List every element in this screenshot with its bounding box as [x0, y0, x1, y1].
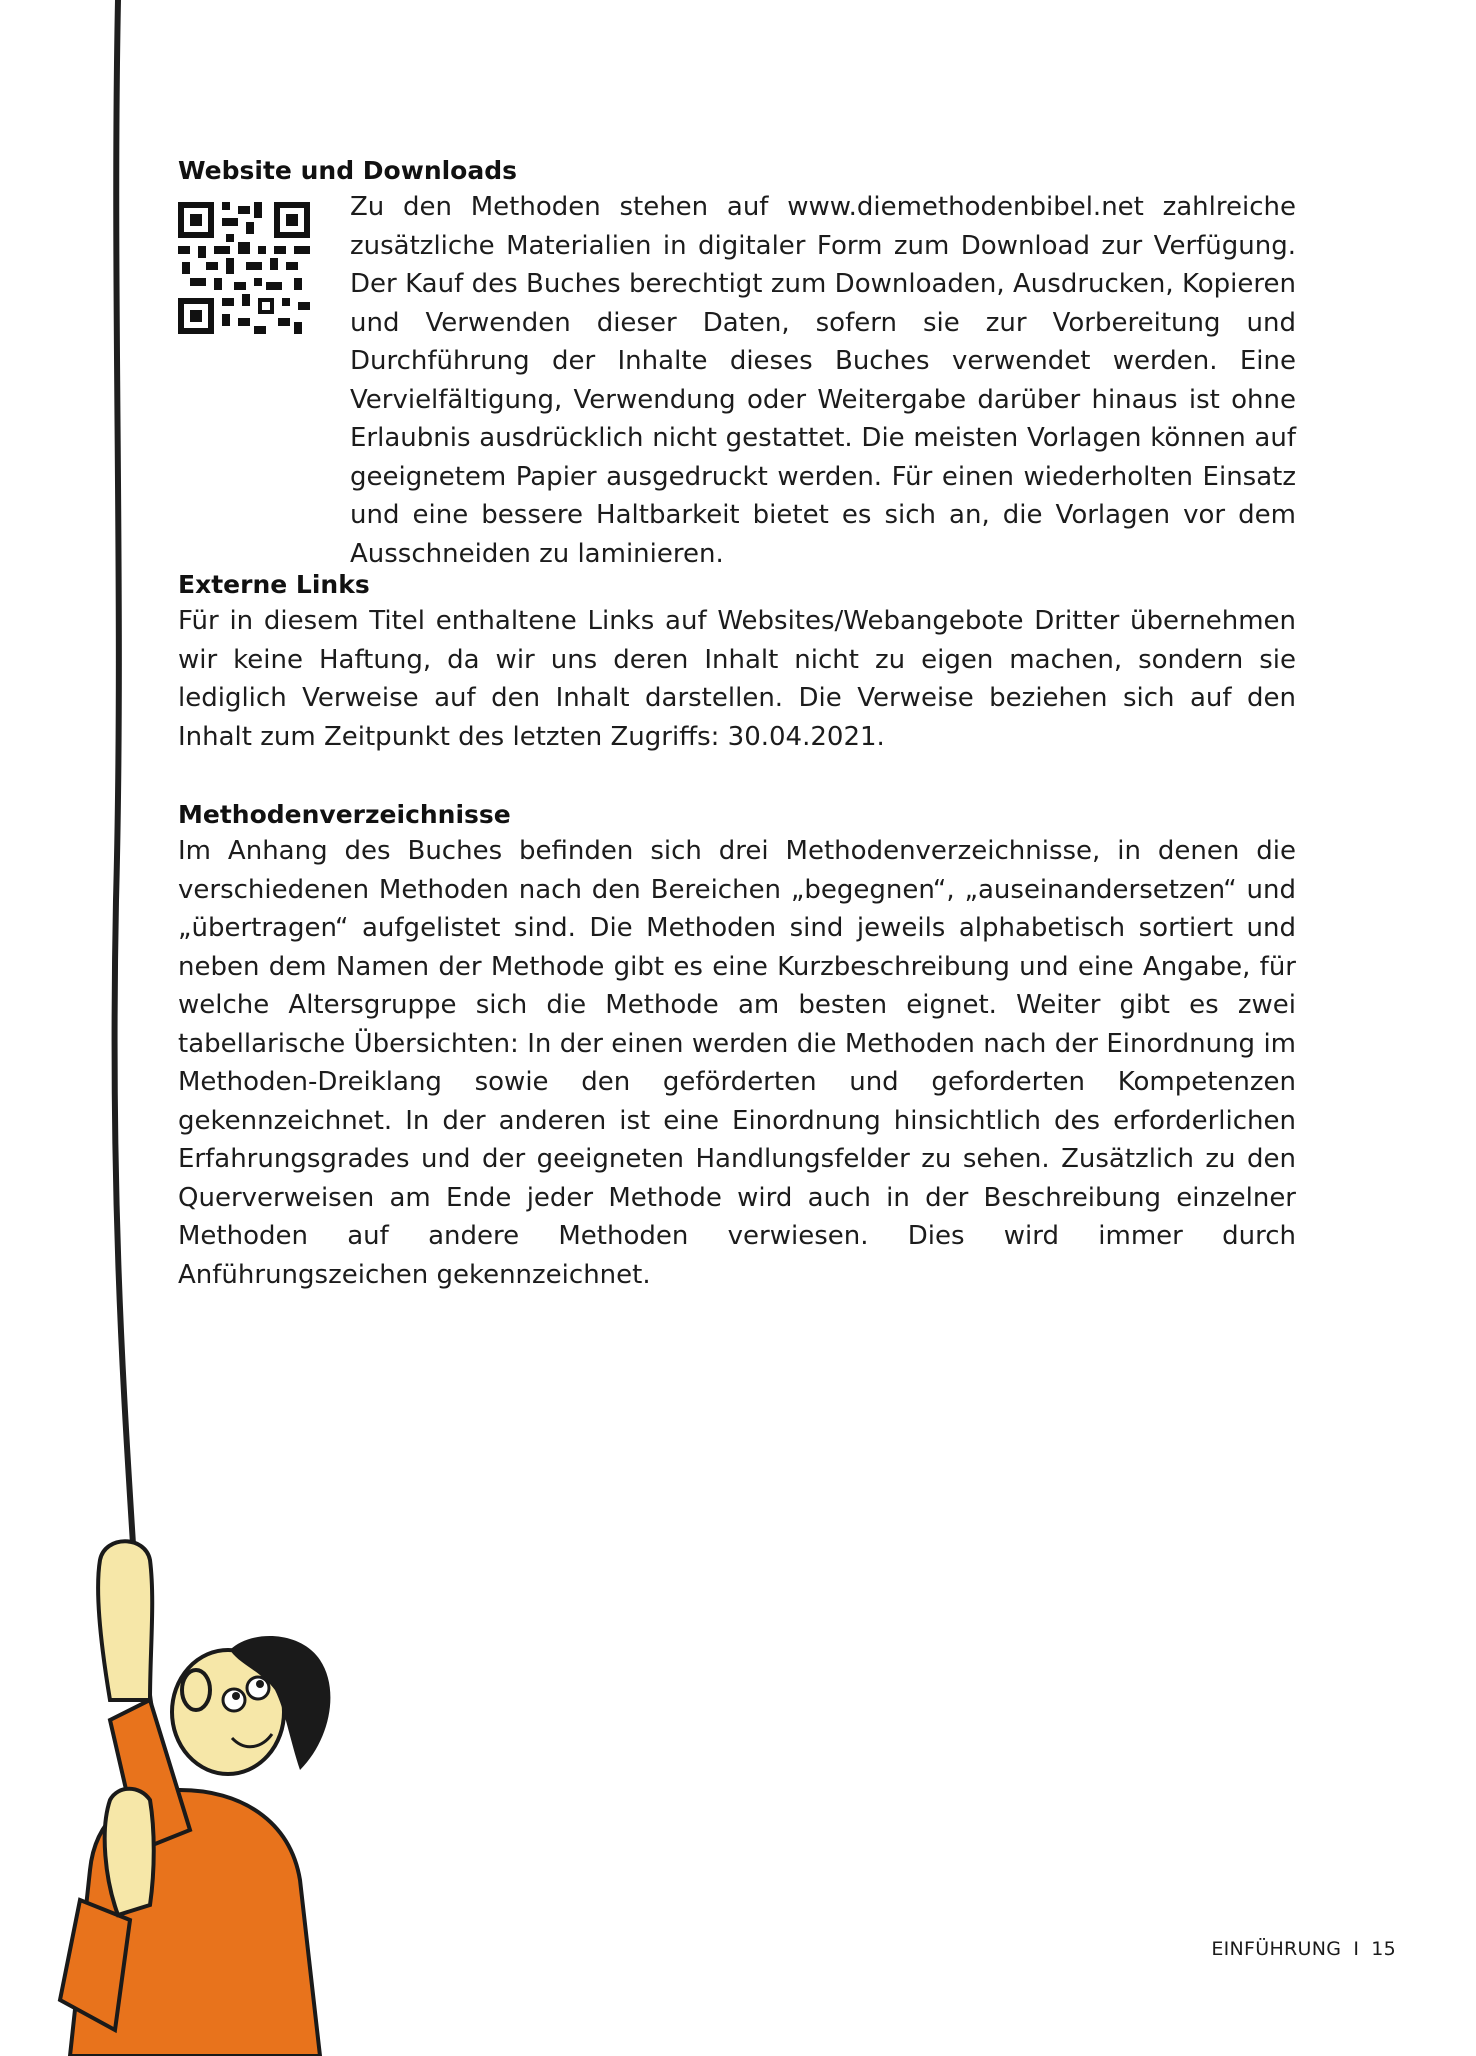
website-downloads-text: Zu den Methoden stehen auf www.diemethodenbibel.net zahlreiche zusätzliche Materialien in digitaler Form zum Download zur Verfügung. Der Kauf des Buches berechtigt zum Downloaden, Ausdrucken, Kopieren und Verwenden dieser Daten, sofern sie zur Vorbereitung und Durchführung der Inhalte dieses Buches verwendet werden. Eine Vervielfältigung, Verwendung oder Weitergabe darüber hinaus ist ohne Erlaubnis ausdrücklich nicht gestattet. Die meisten Vorlagen können auf geeignetem Papier ausgedruckt werden. Für einen wiederholten Einsatz und eine bessere Haltbarkeit bietet es sich an, die Vorlagen vor dem Ausschneiden zu laminieren.	[350, 192, 1296, 569]
ear	[182, 1670, 210, 1710]
eye-left	[223, 1689, 245, 1711]
eye-right	[247, 1677, 269, 1699]
pupil-right	[256, 1680, 264, 1688]
upper-hand	[98, 1541, 152, 1700]
footer-chapter: EINFÜHRUNG	[1211, 1938, 1342, 1960]
lower-arm	[60, 1900, 130, 2030]
external-links-text: Für in diesem Titel enthaltene Links auf Websites/Webangebote Dritter übernehmen wir keine Haftung, da wir uns deren Inhalt nicht zu eigen machen, sondern sie lediglich Verweise auf den Inhalt darstellen. Die Verweise beziehen sich auf den Inhalt zum Zeitpunkt des letzten Zugriffs: 30.04.2021.	[178, 606, 1296, 752]
external-links-section	[178, 568, 1296, 756]
external-links-heading: Externe Links	[178, 570, 370, 599]
pupil-left	[232, 1692, 240, 1700]
footer-separator: I	[1353, 1938, 1360, 1960]
method-index-section	[178, 798, 1296, 1294]
website-downloads-section	[178, 154, 1296, 573]
rope	[115, 0, 158, 1760]
lower-hand	[105, 1789, 154, 1915]
method-index-text: Im Anhang des Buches befinden sich drei Methodenverzeichnisse, in denen die verschiedenen Methoden nach den Bereichen „begegnen“, „auseinandersetzen“ und „übertragen“ aufgelistet sind. Die Methoden sind jeweils alphabetisch sortiert und neben dem Namen der Methode gibt es eine Kurzbeschreibung und eine Angabe, für welche Altersgruppe sich die Methode am besten eignet. Weiter gibt es zwei tabellarische Übersichten: In der einen werden die Methoden nach der Einordnung im Methoden-Dreiklang sowie den geförderten und geforderten Kompetenzen gekennzeichnet. In der anderen ist eine Einordnung hinsichtlich des erforderlichen Erfahrungsgrades und der geeigneten Handlungsfelder zu sehen. Zusätzlich zu den Querverweisen am Ende jeder Methode wird auch in der Beschreibung einzelner Methoden auf andere Methoden verwiesen. Dies wird immer durch Anführungszeichen gekennzeichnet.	[178, 836, 1296, 1290]
page-number: 15	[1371, 1938, 1396, 1960]
method-index-heading: Methodenverzeichnisse	[178, 800, 511, 829]
qr-code-icon[interactable]	[178, 202, 310, 334]
page-footer	[1211, 1938, 1396, 1960]
website-downloads-heading: Website und Downloads	[178, 156, 518, 185]
